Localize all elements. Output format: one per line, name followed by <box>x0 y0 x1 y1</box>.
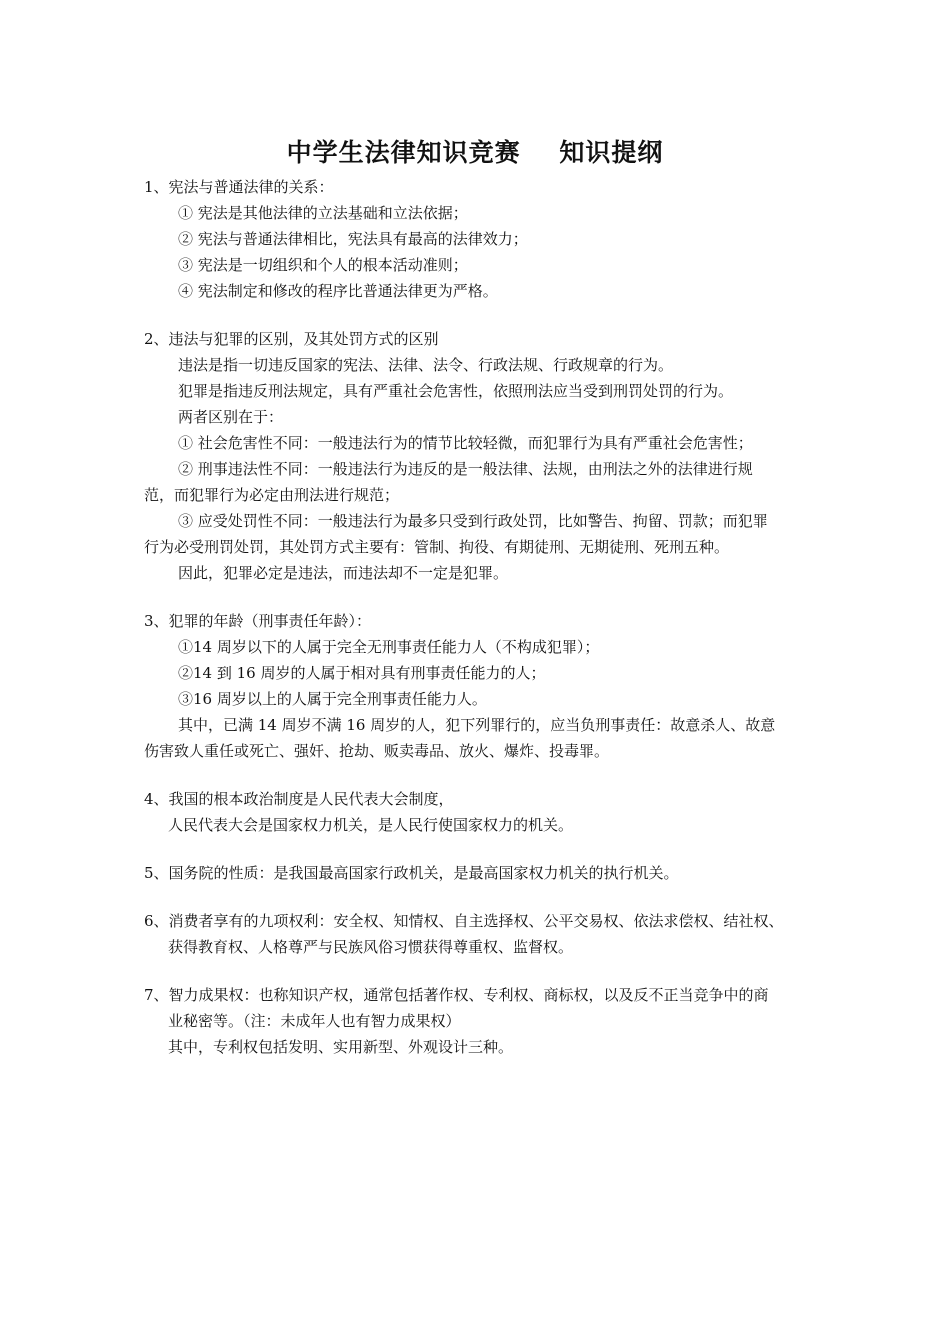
list-item: ③ 应受处罚性不同：一般违法行为最多只受到行政处罚，比如警告、拘留、罚款；而犯罪 <box>178 512 768 530</box>
section-2 <box>144 326 814 586</box>
paragraph-line: 因此，犯罪必定是违法，而违法却不一定是犯罪。 <box>178 564 509 582</box>
list-item: ① 宪法是其他法律的立法基础和立法依据； <box>178 204 468 222</box>
section-3 <box>144 608 814 764</box>
paragraph-continuation: 业秘密等。（注：未成年人也有智力成果权） <box>168 1012 461 1030</box>
paragraph-line: 人民代表大会是国家权力机关，是人民行使国家权力的机关。 <box>168 816 574 834</box>
section-heading: 1、宪法与普通法律的关系： <box>144 178 334 196</box>
section-6 <box>144 908 814 960</box>
list-item: ③16 周岁以上的人属于完全刑事责任能力人。 <box>178 690 487 708</box>
list-item: ④ 宪法制定和修改的程序比普通法律更为严格。 <box>178 282 498 300</box>
paragraph-continuation: 获得教育权、人格尊严与民族风俗习惯获得尊重权、监督权。 <box>168 938 574 956</box>
list-item-continuation: 行为必受刑罚处罚，其处罚方式主要有：管制、拘役、有期徒刑、无期徒刑、死刑五种。 <box>144 538 730 556</box>
section-1 <box>144 174 814 304</box>
paragraph-line: 犯罪是指违反刑法规定，具有严重社会危害性，依照刑法应当受到刑罚处罚的行为。 <box>178 382 734 400</box>
section-heading: 2、违法与犯罪的区别，及其处罚方式的区别 <box>144 330 439 348</box>
section-4 <box>144 786 814 838</box>
list-item: ①14 周岁以下的人属于完全无刑事责任能力人（不构成犯罪）； <box>178 638 600 656</box>
paragraph-continuation: 伤害致人重任或死亡、强奸、抢劫、贩卖毒品、放火、爆炸、投毒罪。 <box>144 742 610 760</box>
section-heading: 5、国务院的性质：是我国最高国家行政机关，是最高国家权力机关的执行机关。 <box>144 864 679 882</box>
page-title: 中学生法律知识竞赛 知识提纲 <box>286 138 664 167</box>
paragraph-line: 违法是指一切违反国家的宪法、法律、法令、行政法规、行政规章的行为。 <box>178 356 674 374</box>
section-heading: 7、智力成果权：也称知识产权，通常包括著作权、专利权、商标权，以及反不正当竞争中的商 <box>144 986 769 1004</box>
list-item: ② 宪法与普通法律相比，宪法具有最高的法律效力； <box>178 230 528 248</box>
paragraph-line: 其中，已满 14 周岁不满 16 周岁的人，犯下列罪行的，应当负刑事责任：故意杀人、故意 <box>178 716 776 734</box>
section-heading: 3、犯罪的年龄（刑事责任年龄）： <box>144 612 372 630</box>
list-item-continuation: 范，而犯罪行为必定由刑法进行规范； <box>144 486 400 504</box>
list-item: ① 社会危害性不同：一般违法行为的情节比较轻微，而犯罪行为具有严重社会危害性； <box>178 434 753 452</box>
section-5 <box>144 860 814 886</box>
section-7 <box>144 982 814 1060</box>
paragraph-line: 其中，专利权包括发明、实用新型、外观设计三种。 <box>168 1038 514 1056</box>
list-item: ② 刑事违法性不同：一般违法行为违反的是一般法律、法规，由刑法之外的法律进行规 <box>178 460 753 478</box>
list-item: ③ 宪法是一切组织和个人的根本活动准则； <box>178 256 468 274</box>
section-heading: 4、我国的根本政治制度是人民代表大会制度， <box>144 790 454 808</box>
list-item: ②14 到 16 周岁的人属于相对具有刑事责任能力的人； <box>178 664 546 682</box>
document-body <box>144 174 814 1060</box>
paragraph-line: 两者区别在于： <box>178 408 284 426</box>
section-heading: 6、消费者享有的九项权利：安全权、知情权、自主选择权、公平交易权、依法求偿权、结社权、 <box>144 912 784 930</box>
